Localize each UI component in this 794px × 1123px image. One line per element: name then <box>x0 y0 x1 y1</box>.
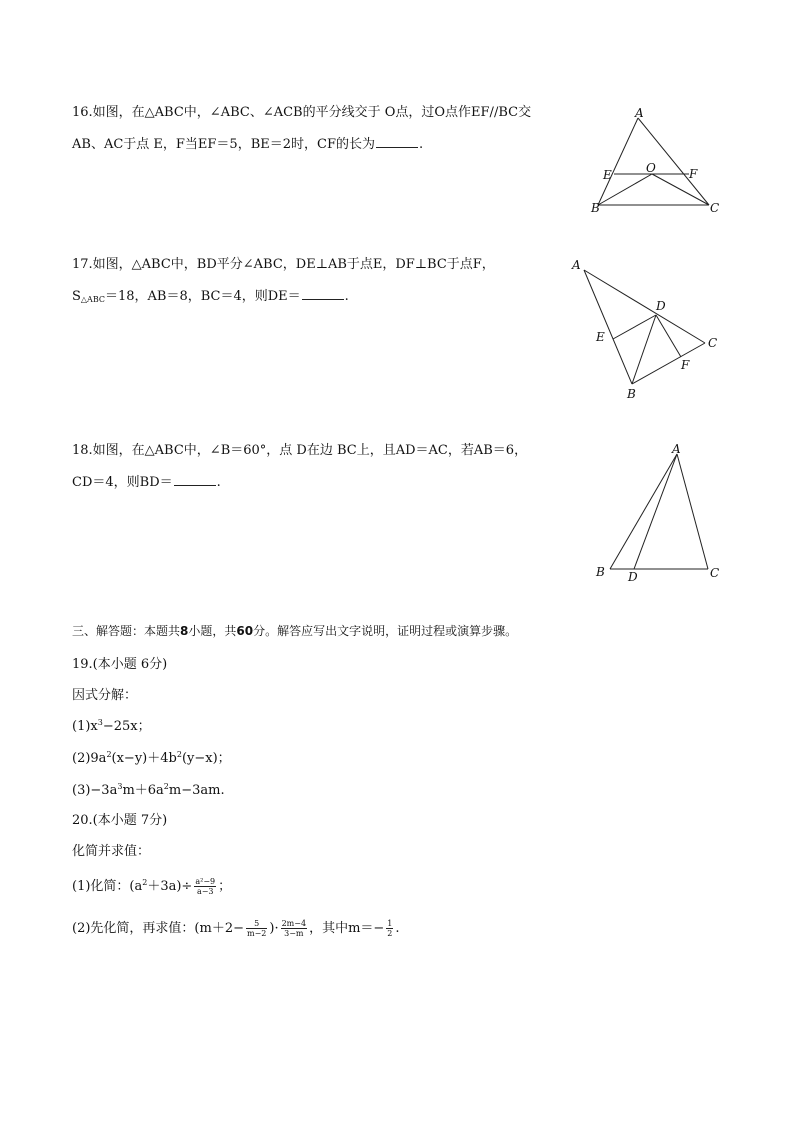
q20-part-1 <box>72 876 231 898</box>
q16-label-C: C <box>710 201 720 215</box>
section-3-title-c: 分。解答应写出文字说明，证明过程或演算步骤。 <box>253 624 518 638</box>
q20-p2-numerator-2: 2m−4 <box>281 919 307 928</box>
q20-part-2 <box>72 918 400 940</box>
q19-p2-c: (y−x)； <box>181 751 231 766</box>
q16-line-1 <box>72 104 531 122</box>
q17-area-symbol: S <box>72 289 81 304</box>
q20-p2-c: ，其中m＝− <box>309 921 385 936</box>
q20-p2-a: (2)先化简，再求值：(m＋2− <box>72 921 244 936</box>
q17-area-subscript: △ABC <box>80 295 105 304</box>
q19-instruction <box>72 687 137 705</box>
q20-p1-b: ＋3a)÷ <box>147 879 193 894</box>
q17-label-B: B <box>627 387 636 401</box>
q16-label-F: F <box>689 167 698 181</box>
q20-p2-denominator-2: 3−m <box>284 929 304 938</box>
q17-figure <box>566 255 726 405</box>
q18-label-B: B <box>596 565 605 579</box>
q17-text-1: 17.如图，△ABC中，BD平分∠ABC，DE⊥AB于点E，DF⊥BC于点F， <box>72 257 495 272</box>
q20-p2-b: )· <box>269 921 279 936</box>
q19-p3-sup-2: 2 <box>163 782 169 791</box>
q19-p1-sup: 3 <box>97 718 103 727</box>
answer-blank-16[interactable] <box>376 135 418 148</box>
q19-p3-c: m−3am. <box>168 783 225 798</box>
q19-part-3 <box>72 782 225 800</box>
q20-p1-sup: 2 <box>142 878 148 887</box>
section-3-question-count: 8 <box>180 624 189 638</box>
q19-part-2 <box>72 750 231 768</box>
q16-label-A: A <box>635 106 644 120</box>
q19-header <box>72 656 167 674</box>
q19-p3-b: m＋6a <box>122 783 164 798</box>
q16-period: . <box>418 137 424 152</box>
q18-figure <box>590 440 730 585</box>
section-3-title-b: 小题，共 <box>188 624 237 638</box>
q17-text-2: ＝18，AB＝8，BC＝4，则DE＝ <box>104 289 301 304</box>
q19-p3-sup-1: 3 <box>117 782 123 791</box>
q18-text-2: CD＝4，则BD＝ <box>72 475 173 490</box>
q19-part-1 <box>72 718 151 736</box>
q20-p2-numerator-1: 5 <box>246 919 267 929</box>
q20-header <box>72 812 167 830</box>
q19-p1-b: −25x； <box>102 719 151 734</box>
q17-line-1 <box>72 256 495 274</box>
q19-p2-b: (x−y)＋4b <box>111 751 177 766</box>
q16-label-O: O <box>646 161 656 175</box>
q18-label-C: C <box>710 566 720 580</box>
q20-p1-end: ； <box>218 879 232 894</box>
q16-figure <box>586 104 726 219</box>
q16-line-2 <box>72 135 423 154</box>
q20-p1-a: (1)化简：(a <box>72 879 143 894</box>
q20-p2-fraction-3 <box>386 919 393 938</box>
q20-instruction-text: 化简并求值： <box>72 844 151 859</box>
section-3-score: 60 <box>236 624 254 638</box>
q20-header-text: 20.(本小题 7分) <box>72 813 168 828</box>
q20-p1-fraction <box>194 877 216 896</box>
q18-text-1: 18.如图，在△ABC中，∠B＝60°，点 D在边 BC上，且AD＝AC，若AB＝6， <box>72 443 528 458</box>
q20-p1-numerator: a²−9 <box>195 877 216 886</box>
q20-p1-denominator: a−3 <box>196 887 214 896</box>
q19-p3-a: (3)−3a <box>72 783 118 798</box>
q19-instruction-text: 因式分解： <box>72 688 138 703</box>
q19-p2-a: (2)9a <box>72 751 107 766</box>
q17-label-D: D <box>656 299 666 313</box>
q20-p2-numerator-3: 1 <box>387 919 393 928</box>
answer-blank-17[interactable] <box>302 287 344 300</box>
q17-label-C: C <box>708 336 718 350</box>
q19-header-text: 19.(本小题 6分) <box>72 657 168 672</box>
q19-p2-sup-2: 2 <box>176 750 182 759</box>
q17-label-E: E <box>596 330 605 344</box>
q18-line-1 <box>72 442 527 460</box>
section-3-heading <box>72 622 517 640</box>
q20-p2-fraction-1 <box>246 919 267 938</box>
q19-p1-a: (1)x <box>72 719 98 734</box>
q16-text-1: 16.如图，在△ABC中，∠ABC、∠ACB的平分线交于 O点，过O点作EF//BC交 <box>72 105 532 120</box>
q17-period: . <box>344 289 349 304</box>
q20-instruction <box>72 843 150 861</box>
q18-line-2 <box>72 473 221 492</box>
q16-label-B: B <box>591 201 600 215</box>
q18-label-D: D <box>628 570 638 584</box>
section-3-title-a: 三、解答题：本题共 <box>72 624 181 638</box>
q17-label-A: A <box>572 258 581 272</box>
answer-blank-18[interactable] <box>174 473 216 486</box>
q16-label-E: E <box>603 168 612 182</box>
q20-p2-fraction-2 <box>281 919 307 938</box>
q20-p2-denominator-1: m−2 <box>246 929 267 938</box>
q18-period: . <box>216 475 221 490</box>
q17-line-2 <box>72 287 349 306</box>
q20-p2-end: . <box>395 921 400 936</box>
q18-label-A: A <box>672 442 681 456</box>
q17-label-F: F <box>681 358 690 372</box>
q19-p2-sup-1: 2 <box>106 750 112 759</box>
q16-text-2: AB、AC于点 E，F当EF＝5，BE＝2时，CF的长为 <box>72 137 375 152</box>
q20-p2-denominator-3: 2 <box>387 929 393 938</box>
